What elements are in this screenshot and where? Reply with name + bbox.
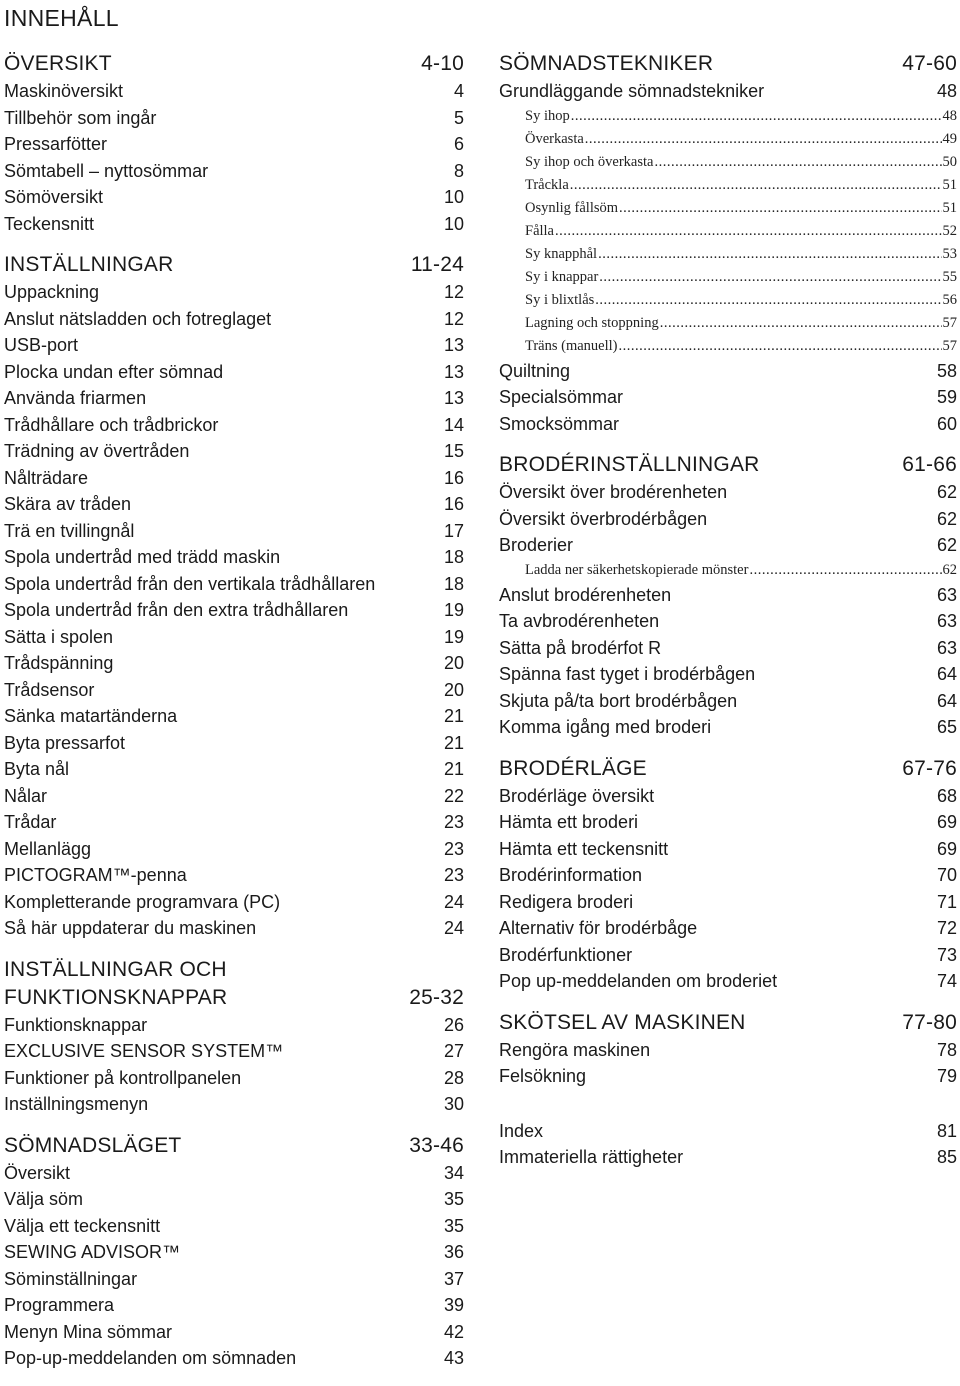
toc-entry[interactable]: Skära av tråden 16 — [4, 494, 464, 514]
toc-subentry[interactable]: Ladda ner säkerhetskopierade mönster ..... 62 — [499, 559, 957, 582]
toc-entry[interactable]: Nålar 22 — [4, 785, 464, 806]
dot-leader — [571, 105, 942, 128]
section-heading-line1[interactable]: INSTÄLLNINGAR OCH — [4, 957, 227, 981]
toc-entry[interactable]: Välja ett teckensnitt 35 — [4, 1215, 464, 1236]
toc-entry[interactable]: Uppackning 12 — [4, 282, 464, 302]
spacer — [499, 1104, 957, 1118]
dot-leader — [555, 220, 942, 243]
toc-entry[interactable]: Trådspänning 20 — [4, 653, 464, 673]
dot-leader — [749, 559, 941, 582]
toc-entry[interactable]: Använda friarmen 13 — [4, 388, 464, 408]
toc-entry[interactable]: Översikt överbrodérbågen 62 — [499, 508, 957, 529]
toc-section-index — [499, 1118, 957, 1171]
dot-leader — [654, 151, 941, 174]
toc-entry[interactable]: Tillbehör som ingår 5 — [4, 107, 464, 128]
toc-entry[interactable]: Pop-up-meddelanden om sömnaden 43 — [4, 1348, 464, 1368]
toc-entry[interactable]: Spänna fast tyget i brodérbågen 64 — [499, 664, 957, 684]
toc-entry[interactable]: Rengöra maskinen 78 — [499, 1039, 957, 1060]
toc-entry[interactable]: Byta pressarfot 21 — [4, 732, 464, 753]
toc-entry[interactable]: Komma igång med broderi 65 — [499, 717, 957, 737]
page-title: INNEHÅLL — [4, 5, 119, 31]
toc-entry[interactable]: SEWING ADVISOR™ 36 — [4, 1242, 464, 1262]
dot-leader — [619, 335, 942, 358]
toc-entry[interactable]: Brodérfunktioner 73 — [499, 944, 957, 965]
toc-entry[interactable]: Byta nål 21 — [4, 759, 464, 779]
toc-section-somnadstekniker — [499, 50, 957, 437]
toc-subentry[interactable]: Osynlig fållsöm ..... 51 — [499, 197, 957, 220]
toc-entry[interactable]: Felsökning 79 — [499, 1066, 957, 1086]
toc-section-broderlage — [499, 755, 957, 995]
toc-entry[interactable]: Pop up-meddelanden om broderiet 74 — [499, 971, 957, 991]
toc-entry[interactable]: Plocka undan efter sömnad 13 — [4, 361, 464, 382]
toc-entry[interactable]: Söminställningar 37 — [4, 1268, 464, 1289]
section-heading[interactable]: FUNKTIONSKNAPPAR 25-32 — [4, 985, 464, 1009]
toc-entry[interactable]: Brodérläge översikt 68 — [499, 785, 957, 806]
toc-entry[interactable]: Brodérinformation 70 — [499, 865, 957, 885]
dot-leader — [585, 128, 942, 151]
toc-entry[interactable]: Kompletterande programvara (PC) 24 — [4, 891, 464, 912]
section-heading[interactable]: INSTÄLLNINGAR 11-24 — [4, 253, 464, 276]
toc-entry[interactable]: Sänka matartänderna 21 — [4, 706, 464, 726]
toc-entry[interactable]: Spola undertråd med trädd maskin 18 — [4, 547, 464, 567]
toc-entry[interactable]: Trä en tvillingnål 17 — [4, 520, 464, 541]
toc-entry[interactable]: Översikt 34 — [4, 1162, 464, 1183]
toc-section-installningar — [4, 251, 464, 942]
toc-entry[interactable]: Funktionsknappar 26 — [4, 1014, 464, 1035]
toc-entry[interactable]: EXCLUSIVE SENSOR SYSTEM™ 27 — [4, 1041, 464, 1061]
toc-entry[interactable]: Så här uppdaterar du maskinen 24 — [4, 918, 464, 938]
toc-entry[interactable]: Hämta ett teckensnitt 69 — [499, 838, 957, 859]
section-heading[interactable]: SKÖTSEL AV MASKINEN 77-80 — [499, 1010, 957, 1034]
toc-entry[interactable]: Menyn Mina sömmar 42 — [4, 1321, 464, 1342]
toc-entry[interactable]: USB-port 13 — [4, 335, 464, 355]
toc-entry[interactable]: Nålträdare 16 — [4, 467, 464, 488]
toc-entry[interactable]: Trådar 23 — [4, 812, 464, 832]
toc-right-column — [499, 50, 957, 1185]
section-heading[interactable]: BRODÉRLÄGE 67-76 — [499, 756, 957, 780]
toc-subentry[interactable]: Överkasta ..... 49 — [499, 128, 957, 151]
dot-leader — [619, 197, 941, 220]
toc-entry[interactable]: Spola undertråd från den vertikala trådhållaren 18 — [4, 573, 464, 594]
toc-section-funktionsknappar — [4, 956, 464, 1118]
toc-section-broderinstallningar — [499, 451, 957, 741]
toc-entry[interactable]: Trädning av övertråden 15 — [4, 441, 464, 461]
toc-entry[interactable]: Översikt över brodérenheten 62 — [499, 482, 957, 502]
dot-leader — [595, 289, 941, 312]
toc-subentry[interactable]: Lagning och stoppning ..... 57 — [499, 312, 957, 335]
toc-entry[interactable]: Alternativ för brodérbåge 72 — [499, 918, 957, 938]
section-heading[interactable]: SÖMNADSLÄGET 33-46 — [4, 1133, 464, 1157]
toc-subentry[interactable]: Sy ihop ..... 48 — [499, 105, 957, 128]
toc-entry[interactable]: Välja söm 35 — [4, 1189, 464, 1209]
toc-entry[interactable]: Specialsömmar 59 — [499, 387, 957, 407]
toc-entry[interactable]: Immateriella rättigheter 85 — [499, 1147, 957, 1167]
toc-subentry[interactable]: Fålla ..... 52 — [499, 220, 957, 243]
toc-subentry[interactable]: Tråckla ..... 51 — [499, 174, 957, 197]
toc-entry[interactable]: Teckensnitt 10 — [4, 213, 464, 234]
toc-entry[interactable]: Redigera broderi 71 — [499, 891, 957, 912]
section-heading[interactable]: ÖVERSIKT 4-10 — [4, 52, 464, 75]
toc-entry[interactable]: Pressarfötter 6 — [4, 134, 464, 154]
toc-entry[interactable]: Trådhållare och trådbrickor 14 — [4, 414, 464, 435]
toc-entry[interactable]: Index 81 — [499, 1120, 957, 1141]
toc-section-skotsel — [499, 1009, 957, 1090]
toc-entry[interactable]: Programmera 39 — [4, 1295, 464, 1315]
toc-subentry[interactable]: Sy ihop och överkasta ..... 50 — [499, 151, 957, 174]
toc-subentry[interactable]: Sy i knappar ..... 55 — [499, 266, 957, 289]
toc-entry[interactable]: Sömöversikt 10 — [4, 187, 464, 207]
toc-entry[interactable]: Anslut nätsladden och fotreglaget 12 — [4, 308, 464, 329]
section-heading[interactable]: SÖMNADSTEKNIKER 47-60 — [499, 52, 957, 75]
toc-entry[interactable]: Sätta på brodérfot R 63 — [499, 637, 957, 658]
toc-subentry[interactable]: Sy knapphål ..... 53 — [499, 243, 957, 266]
dot-leader — [570, 174, 942, 197]
toc-entry[interactable]: Mellanlägg 23 — [4, 838, 464, 859]
toc-entry[interactable]: Grundläggande sömnadstekniker 48 — [499, 81, 957, 101]
toc-entry[interactable]: Spola undertråd från den extra trådhållaren 19 — [4, 600, 464, 620]
toc-section-somnadslaget — [4, 1132, 464, 1372]
toc-entry[interactable]: Broderier 62 — [499, 535, 957, 555]
toc-entry[interactable]: Anslut brodérenheten 63 — [499, 584, 957, 605]
toc-subentry[interactable]: Sy i blixtlås ..... 56 — [499, 289, 957, 312]
toc-entry[interactable]: Hämta ett broderi 69 — [499, 812, 957, 832]
toc-subentry[interactable]: Träns (manuell) ..... 57 — [499, 335, 957, 358]
dot-leader — [598, 243, 941, 266]
dot-leader — [660, 312, 942, 335]
dot-leader — [599, 266, 941, 289]
toc-left-column — [4, 50, 464, 1386]
toc-entry[interactable]: PICTOGRAM™-penna 23 — [4, 865, 464, 885]
toc-entry[interactable]: Funktioner på kontrollpanelen 28 — [4, 1067, 464, 1088]
toc-entry[interactable]: Sömtabell – nyttosömmar 8 — [4, 160, 464, 181]
section-heading[interactable]: BRODÉRINSTÄLLNINGAR 61-66 — [499, 453, 957, 476]
toc-entry[interactable]: Trådsensor 20 — [4, 679, 464, 700]
toc-entry[interactable]: Smocksömmar 60 — [499, 413, 957, 434]
toc-entry[interactable]: Ta avbrodérenheten 63 — [499, 611, 957, 631]
toc-entry[interactable]: Skjuta på/ta bort brodérbågen 64 — [499, 690, 957, 711]
toc-entry[interactable]: Inställningsmenyn 30 — [4, 1094, 464, 1114]
toc-entry[interactable]: Maskinöversikt 4 — [4, 81, 464, 101]
toc-entry[interactable]: Quiltning 58 — [499, 360, 957, 381]
toc-section-oversikt — [4, 50, 464, 237]
toc-entry[interactable]: Sätta i spolen 19 — [4, 626, 464, 647]
